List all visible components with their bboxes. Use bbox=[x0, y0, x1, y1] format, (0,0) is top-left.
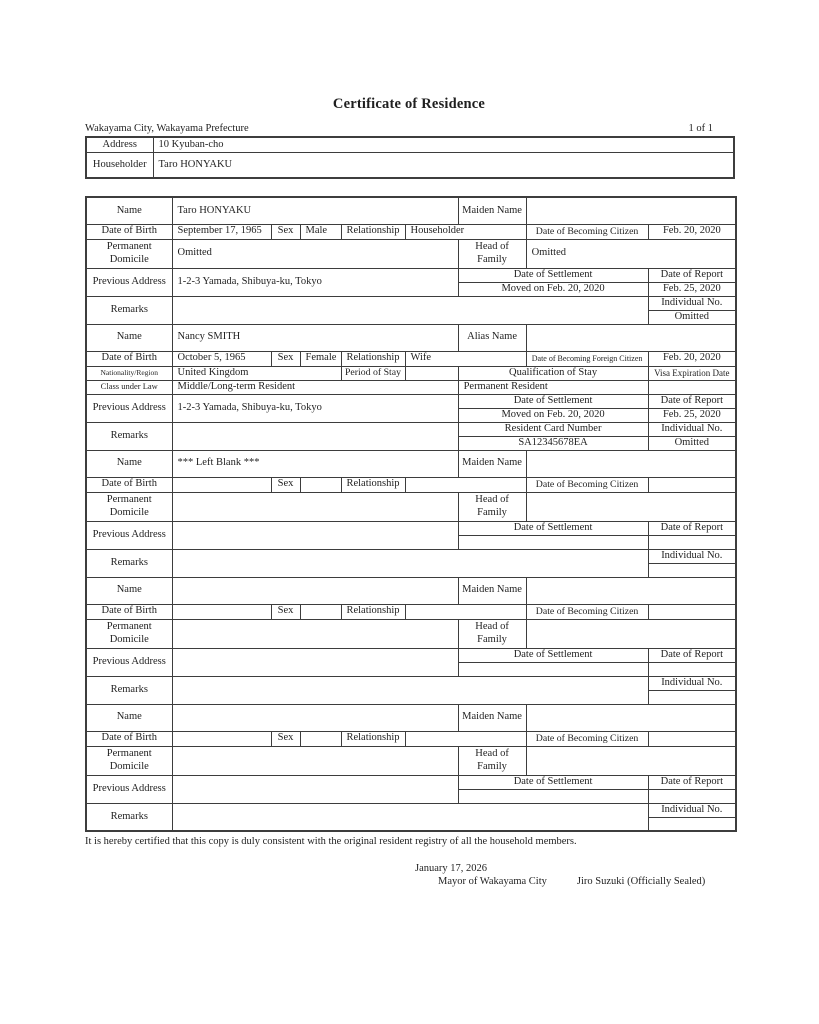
dob-label: Date of Birth bbox=[86, 604, 172, 619]
individual-no-label: Individual No. bbox=[648, 422, 736, 436]
head-of-family-value bbox=[526, 492, 736, 521]
report-label: Date of Report bbox=[648, 775, 736, 789]
becoming-citizen-label: Date of Becoming Citizen bbox=[526, 604, 648, 619]
maiden-name-value bbox=[526, 577, 736, 604]
previous-address-label: Previous Address bbox=[86, 521, 172, 549]
dob-label: Date of Birth bbox=[86, 731, 172, 746]
head-of-family-label: Head of Family bbox=[458, 619, 526, 648]
head-of-family-label: Head of Family bbox=[458, 239, 526, 268]
class-under-law-value: Middle/Long-term Resident bbox=[172, 380, 458, 394]
report-value: Feb. 25, 2020 bbox=[648, 408, 736, 422]
settlement-value: Moved on Feb. 20, 2020 bbox=[458, 282, 648, 296]
settlement-value bbox=[458, 535, 648, 549]
relationship-label: Relationship bbox=[341, 604, 405, 619]
member-block-4 bbox=[86, 577, 736, 704]
address-value: 10 Kyuban-cho bbox=[153, 137, 734, 152]
remarks-label: Remarks bbox=[86, 422, 172, 450]
becoming-citizen-value bbox=[648, 731, 736, 746]
name-label: Name bbox=[86, 324, 172, 351]
remarks-label: Remarks bbox=[86, 549, 172, 577]
individual-no-value: Omitted bbox=[648, 310, 736, 324]
previous-address-label: Previous Address bbox=[86, 648, 172, 676]
head-of-family-value bbox=[526, 619, 736, 648]
individual-no-value bbox=[648, 563, 736, 577]
member-block-3 bbox=[86, 450, 736, 577]
previous-address-value: 1-2-3 Yamada, Shibuya-ku, Tokyo bbox=[172, 394, 458, 422]
settlement-value bbox=[458, 789, 648, 803]
qualification-label: Qualification of Stay bbox=[458, 366, 648, 380]
becoming-citizen-value bbox=[648, 604, 736, 619]
relationship-value: Wife bbox=[405, 351, 526, 366]
page-number: 1 of 1 bbox=[688, 123, 713, 134]
previous-address-value bbox=[172, 648, 458, 676]
dob-value: September 17, 1965 bbox=[172, 224, 271, 239]
individual-no-value: Omitted bbox=[648, 436, 736, 450]
sex-label: Sex bbox=[271, 604, 300, 619]
individual-no-label: Individual No. bbox=[648, 803, 736, 817]
settlement-label: Date of Settlement bbox=[458, 394, 648, 408]
name-value bbox=[172, 704, 458, 731]
individual-no-label: Individual No. bbox=[648, 296, 736, 310]
issue-date: January 17, 2026 bbox=[415, 863, 488, 874]
report-value bbox=[648, 662, 736, 676]
permanent-domicile-value bbox=[172, 492, 458, 521]
report-value bbox=[648, 535, 736, 549]
maiden-name-label: Maiden Name bbox=[458, 197, 526, 224]
settlement-value bbox=[458, 662, 648, 676]
individual-no-label: Individual No. bbox=[648, 676, 736, 690]
remarks-label: Remarks bbox=[86, 803, 172, 831]
sex-label: Sex bbox=[271, 477, 300, 492]
qualification-value: Permanent Resident bbox=[458, 380, 648, 394]
sex-label: Sex bbox=[271, 351, 300, 366]
permanent-domicile-label: Permanent Domicile bbox=[86, 239, 172, 268]
document-title: Certificate of Residence bbox=[332, 96, 486, 112]
report-label: Date of Report bbox=[648, 521, 736, 535]
member-block-2 bbox=[86, 324, 736, 450]
report-label: Date of Report bbox=[648, 648, 736, 662]
nationality-value: United Kingdom bbox=[172, 366, 341, 380]
relationship-label: Relationship bbox=[341, 477, 405, 492]
previous-address-value bbox=[172, 775, 458, 803]
individual-no-value bbox=[648, 817, 736, 831]
head-of-family-label: Head of Family bbox=[458, 492, 526, 521]
remarks-value bbox=[172, 676, 648, 704]
permanent-domicile-label: Permanent Domicile bbox=[86, 746, 172, 775]
previous-address-label: Previous Address bbox=[86, 394, 172, 422]
mayor-signature: Jiro Suzuki (Officially Sealed) bbox=[576, 876, 706, 887]
becoming-foreign-citizen-label: Date of Becoming Foreign Citizen bbox=[526, 351, 648, 366]
householder-label: Householder bbox=[86, 152, 153, 178]
mayor-title: Mayor of Wakayama City bbox=[438, 876, 547, 887]
householder-value: Taro HONYAKU bbox=[153, 152, 734, 178]
name-value: Nancy SMITH bbox=[172, 324, 458, 351]
maiden-name-label: Maiden Name bbox=[458, 577, 526, 604]
head-of-family-value: Omitted bbox=[526, 239, 736, 268]
visa-expiration-label: Visa Expiration Date bbox=[648, 366, 736, 380]
sex-label: Sex bbox=[271, 224, 300, 239]
class-under-law-label: Class under Law bbox=[86, 380, 172, 394]
dob-value bbox=[172, 604, 271, 619]
relationship-label: Relationship bbox=[341, 351, 405, 366]
settlement-value: Moved on Feb. 20, 2020 bbox=[458, 408, 648, 422]
nationality-label: Nationality/Region bbox=[86, 366, 172, 380]
residents-table bbox=[85, 196, 737, 832]
period-of-stay-value bbox=[405, 366, 458, 380]
alias-name-label: Alias Name bbox=[458, 324, 526, 351]
name-value: Taro HONYAKU bbox=[172, 197, 458, 224]
member-block-1 bbox=[86, 197, 736, 324]
report-label: Date of Report bbox=[648, 394, 736, 408]
dob-value bbox=[172, 731, 271, 746]
permanent-domicile-value bbox=[172, 619, 458, 648]
permanent-domicile-label: Permanent Domicile bbox=[86, 492, 172, 521]
visa-expiration-value bbox=[648, 380, 736, 394]
previous-address-label: Previous Address bbox=[86, 268, 172, 296]
remarks-value bbox=[172, 549, 648, 577]
name-label: Name bbox=[86, 197, 172, 224]
settlement-label: Date of Settlement bbox=[458, 521, 648, 535]
maiden-name-value bbox=[526, 450, 736, 477]
address-label: Address bbox=[86, 137, 153, 152]
becoming-citizen-value bbox=[648, 477, 736, 492]
settlement-label: Date of Settlement bbox=[458, 775, 648, 789]
maiden-name-label: Maiden Name bbox=[458, 450, 526, 477]
resident-card-label: Resident Card Number bbox=[458, 422, 648, 436]
maiden-name-label: Maiden Name bbox=[458, 704, 526, 731]
individual-no-value bbox=[648, 690, 736, 704]
becoming-citizen-label: Date of Becoming Citizen bbox=[526, 477, 648, 492]
name-label: Name bbox=[86, 577, 172, 604]
relationship-value: Householder bbox=[405, 224, 526, 239]
name-label: Name bbox=[86, 450, 172, 477]
report-value: Feb. 25, 2020 bbox=[648, 282, 736, 296]
permanent-domicile-value bbox=[172, 746, 458, 775]
remarks-value bbox=[172, 296, 648, 324]
remarks-label: Remarks bbox=[86, 676, 172, 704]
permanent-domicile-label: Permanent Domicile bbox=[86, 619, 172, 648]
name-label: Name bbox=[86, 704, 172, 731]
relationship-label: Relationship bbox=[341, 224, 405, 239]
head-of-family-value bbox=[526, 746, 736, 775]
meta-row bbox=[85, 123, 733, 134]
individual-no-label: Individual No. bbox=[648, 549, 736, 563]
dob-label: Date of Birth bbox=[86, 351, 172, 366]
household-table bbox=[85, 136, 735, 179]
previous-address-value bbox=[172, 521, 458, 549]
period-of-stay-label: Period of Stay bbox=[341, 366, 405, 380]
member-block-5 bbox=[86, 704, 736, 831]
relationship-value bbox=[405, 477, 526, 492]
sex-label: Sex bbox=[271, 731, 300, 746]
becoming-foreign-citizen-value: Feb. 20, 2020 bbox=[648, 351, 736, 366]
sex-value: Female bbox=[300, 351, 341, 366]
dob-value bbox=[172, 477, 271, 492]
maiden-name-value bbox=[526, 704, 736, 731]
permanent-domicile-value: Omitted bbox=[172, 239, 458, 268]
name-value bbox=[172, 577, 458, 604]
relationship-value bbox=[405, 604, 526, 619]
settlement-label: Date of Settlement bbox=[458, 648, 648, 662]
signature-line bbox=[438, 876, 733, 887]
maiden-name-value bbox=[526, 197, 736, 224]
becoming-citizen-value: Feb. 20, 2020 bbox=[648, 224, 736, 239]
sex-value: Male bbox=[300, 224, 341, 239]
name-value: *** Left Blank *** bbox=[172, 450, 458, 477]
resident-card-value: SA12345678EA bbox=[458, 436, 648, 450]
previous-address-value: 1-2-3 Yamada, Shibuya-ku, Tokyo bbox=[172, 268, 458, 296]
relationship-value bbox=[405, 731, 526, 746]
relationship-label: Relationship bbox=[341, 731, 405, 746]
sex-value bbox=[300, 604, 341, 619]
sex-value bbox=[300, 477, 341, 492]
sex-value bbox=[300, 731, 341, 746]
remarks-value bbox=[172, 422, 458, 450]
becoming-citizen-label: Date of Becoming Citizen bbox=[526, 731, 648, 746]
settlement-label: Date of Settlement bbox=[458, 268, 648, 282]
head-of-family-label: Head of Family bbox=[458, 746, 526, 775]
certification-statement: It is hereby certified that this copy is duly consistent with the original resident registry of all the household members. bbox=[85, 836, 577, 847]
alias-name-value bbox=[526, 324, 736, 351]
municipality: Wakayama City, Wakayama Prefecture bbox=[85, 123, 249, 134]
dob-label: Date of Birth bbox=[86, 477, 172, 492]
report-value bbox=[648, 789, 736, 803]
dob-value: October 5, 1965 bbox=[172, 351, 271, 366]
report-label: Date of Report bbox=[648, 268, 736, 282]
remarks-label: Remarks bbox=[86, 296, 172, 324]
dob-label: Date of Birth bbox=[86, 224, 172, 239]
becoming-citizen-label: Date of Becoming Citizen bbox=[526, 224, 648, 239]
remarks-value bbox=[172, 803, 648, 831]
previous-address-label: Previous Address bbox=[86, 775, 172, 803]
